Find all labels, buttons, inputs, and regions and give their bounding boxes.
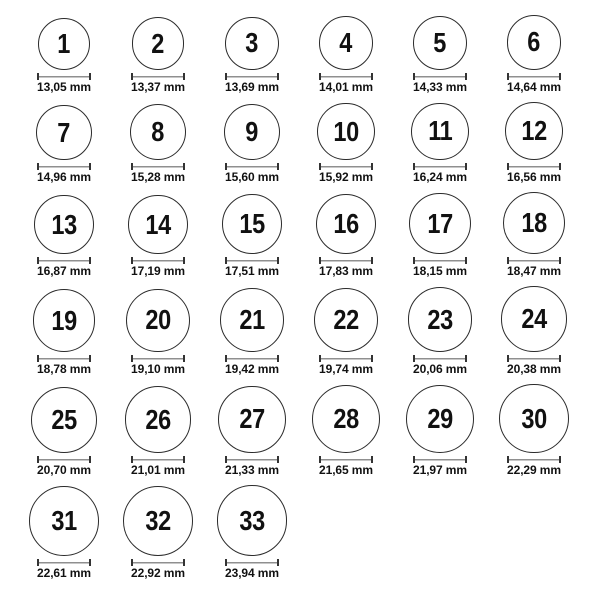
- diameter-label: 17,19 mm: [131, 264, 185, 279]
- ring-size-number: 13: [51, 208, 77, 240]
- diameter-label: 21,65 mm: [319, 463, 373, 478]
- ring-circle: [29, 486, 99, 556]
- ring-circle: [413, 16, 467, 70]
- diameter-dimension-line: [413, 257, 467, 264]
- ring-circle: [130, 104, 186, 160]
- diameter-dimension-line: [507, 257, 561, 264]
- ring-size-row: [17, 102, 583, 184]
- ring-circle: [125, 386, 192, 453]
- ring-circle: [34, 195, 93, 254]
- diameter-dimension-line: [507, 456, 561, 463]
- diameter-dimension-line: [37, 73, 91, 80]
- ring-size-item: [205, 485, 299, 580]
- diameter-dimension-line: [131, 355, 185, 362]
- ring-size-item: [17, 102, 111, 184]
- ring-size-item: [205, 286, 299, 376]
- ring-size-item: [299, 102, 393, 184]
- diameter-label: 14,96 mm: [37, 170, 91, 185]
- diameter-dimension-line: [131, 73, 185, 80]
- diameter-label: 16,24 mm: [413, 170, 467, 185]
- ring-size-item: [205, 15, 299, 94]
- ring-size-number: 3: [245, 27, 259, 59]
- ring-size-item: [299, 286, 393, 376]
- diameter-label: 17,51 mm: [225, 264, 279, 279]
- ring-size-number: 22: [333, 303, 359, 335]
- ring-size-item: [111, 286, 205, 376]
- diameter-dimension-line: [225, 355, 279, 362]
- diameter-dimension-line: [131, 163, 185, 170]
- ring-size-number: 10: [333, 115, 359, 147]
- ring-size-row: [17, 286, 583, 376]
- ring-size-item: [487, 15, 581, 94]
- diameter-dimension-line: [413, 73, 467, 80]
- ring-size-row: [17, 485, 583, 580]
- diameter-dimension-line: [37, 559, 91, 566]
- diameter-dimension-line: [37, 163, 91, 170]
- ring-size-number: 19: [51, 304, 77, 336]
- diameter-label: 16,87 mm: [37, 264, 91, 279]
- diameter-label: 15,28 mm: [131, 170, 185, 185]
- diameter-dimension-line: [413, 163, 467, 170]
- ring-size-item: [393, 286, 487, 376]
- ring-size-item: [205, 384, 299, 477]
- ring-size-row: [17, 192, 583, 278]
- diameter-label: 13,69 mm: [225, 79, 279, 94]
- diameter-dimension-line: [507, 73, 561, 80]
- diameter-dimension-line: [225, 73, 279, 80]
- ring-size-number: 26: [145, 403, 171, 435]
- diameter-label: 21,01 mm: [131, 463, 185, 478]
- ring-size-chart: [17, 0, 583, 580]
- ring-size-number: 2: [151, 27, 165, 59]
- diameter-dimension-line: [131, 257, 185, 264]
- ring-size-number: 16: [333, 208, 359, 240]
- ring-size-item: [487, 192, 581, 278]
- ring-circle: [132, 17, 185, 70]
- diameter-dimension-line: [413, 456, 467, 463]
- ring-size-item: [111, 485, 205, 580]
- ring-size-item: [393, 15, 487, 94]
- diameter-label: 18,15 mm: [413, 264, 467, 279]
- diameter-label: 19,42 mm: [225, 362, 279, 376]
- ring-circle: [317, 103, 374, 160]
- ring-size-number: 20: [145, 304, 171, 336]
- ring-size-number: 1: [57, 27, 71, 59]
- ring-circle: [31, 387, 97, 453]
- diameter-dimension-line: [37, 355, 91, 362]
- ring-size-number: 30: [521, 402, 547, 434]
- ring-size-number: 14: [145, 208, 171, 240]
- ring-size-number: 21: [239, 304, 265, 336]
- diameter-label: 15,92 mm: [319, 170, 373, 185]
- ring-circle: [408, 287, 473, 352]
- ring-size-number: 5: [433, 26, 447, 58]
- ring-size-number: 33: [239, 504, 265, 536]
- ring-size-row: [17, 384, 583, 477]
- ring-size-item: [205, 192, 299, 278]
- ring-size-item: [205, 102, 299, 184]
- ring-size-item: [17, 15, 111, 94]
- diameter-dimension-line: [225, 257, 279, 264]
- ring-size-row: [17, 15, 583, 94]
- ring-size-item: [17, 485, 111, 580]
- ring-circle: [224, 104, 281, 161]
- ring-size-item: [487, 384, 581, 477]
- diameter-dimension-line: [37, 456, 91, 463]
- diameter-dimension-line: [507, 355, 561, 362]
- ring-size-number: 12: [521, 115, 547, 147]
- ring-size-number: 18: [521, 207, 547, 239]
- ring-size-item: [111, 15, 205, 94]
- diameter-label: 13,37 mm: [131, 79, 185, 94]
- ring-size-item: [487, 102, 581, 184]
- ring-size-item: [111, 384, 205, 477]
- diameter-dimension-line: [225, 559, 279, 566]
- ring-size-number: 6: [527, 26, 541, 58]
- ring-circle: [499, 384, 568, 453]
- ring-size-number: 15: [239, 208, 265, 240]
- diameter-dimension-line: [131, 456, 185, 463]
- diameter-label: 18,47 mm: [507, 264, 561, 279]
- diameter-label: 17,83 mm: [319, 264, 373, 279]
- ring-circle: [319, 16, 373, 70]
- ring-size-item: [393, 192, 487, 278]
- ring-circle: [38, 18, 90, 70]
- ring-size-number: 25: [51, 404, 77, 436]
- diameter-label: 14,64 mm: [507, 79, 561, 94]
- ring-circle: [36, 105, 92, 161]
- ring-circle: [33, 289, 96, 352]
- diameter-dimension-line: [413, 355, 467, 362]
- diameter-dimension-line: [319, 257, 373, 264]
- diameter-label: 22,61 mm: [37, 565, 91, 580]
- ring-size-item: [299, 15, 393, 94]
- diameter-dimension-line: [319, 73, 373, 80]
- diameter-label: 13,05 mm: [37, 79, 91, 94]
- ring-size-number: 27: [239, 403, 265, 435]
- diameter-label: 21,33 mm: [225, 463, 279, 478]
- ring-size-number: 28: [333, 403, 359, 435]
- diameter-label: 14,33 mm: [413, 79, 467, 94]
- ring-circle: [503, 192, 565, 254]
- ring-circle: [411, 103, 469, 161]
- ring-size-number: 17: [427, 207, 453, 239]
- diameter-dimension-line: [225, 163, 279, 170]
- ring-circle: [312, 385, 380, 453]
- ring-size-item: [299, 192, 393, 278]
- ring-size-item: [393, 102, 487, 184]
- ring-size-item: [111, 102, 205, 184]
- ring-size-item: [111, 192, 205, 278]
- ring-circle: [217, 485, 288, 556]
- ring-circle: [218, 386, 285, 453]
- ring-circle: [501, 286, 567, 352]
- ring-circle: [126, 289, 189, 352]
- diameter-label: 19,74 mm: [319, 362, 373, 376]
- diameter-label: 21,97 mm: [413, 463, 467, 478]
- diameter-label: 15,60 mm: [225, 170, 279, 185]
- ring-circle: [507, 15, 562, 70]
- diameter-label: 20,06 mm: [413, 362, 467, 376]
- ring-size-number: 8: [151, 116, 165, 148]
- ring-size-number: 7: [57, 116, 71, 148]
- diameter-label: 16,56 mm: [507, 170, 561, 185]
- diameter-dimension-line: [319, 355, 373, 362]
- ring-size-item: [487, 286, 581, 376]
- diameter-dimension-line: [507, 163, 561, 170]
- ring-size-item: [393, 384, 487, 477]
- ring-size-item: [17, 192, 111, 278]
- ring-size-number: 11: [427, 115, 453, 147]
- ring-circle: [123, 486, 193, 556]
- ring-size-number: 32: [145, 504, 171, 536]
- ring-size-number: 9: [245, 116, 259, 148]
- ring-size-item: [17, 384, 111, 477]
- ring-circle: [316, 194, 377, 255]
- ring-circle: [406, 385, 475, 454]
- diameter-label: 20,70 mm: [37, 463, 91, 478]
- ring-circle: [225, 17, 278, 70]
- diameter-dimension-line: [319, 163, 373, 170]
- diameter-label: 22,92 mm: [131, 565, 185, 580]
- ring-size-number: 29: [427, 402, 453, 434]
- ring-size-item: [299, 384, 393, 477]
- diameter-label: 22,29 mm: [507, 463, 561, 478]
- ring-circle: [220, 288, 284, 352]
- ring-circle: [409, 193, 470, 254]
- diameter-label: 23,94 mm: [225, 565, 279, 580]
- ring-size-number: 4: [339, 27, 353, 59]
- ring-circle: [314, 288, 378, 352]
- ring-size-item: [17, 286, 111, 376]
- ring-circle: [222, 194, 282, 254]
- ring-size-number: 31: [51, 505, 77, 537]
- diameter-label: 18,78 mm: [37, 362, 91, 376]
- diameter-dimension-line: [37, 257, 91, 264]
- diameter-label: 19,10 mm: [131, 362, 185, 376]
- diameter-dimension-line: [225, 456, 279, 463]
- diameter-dimension-line: [319, 456, 373, 463]
- ring-size-number: 24: [521, 303, 547, 335]
- ring-circle: [505, 102, 563, 160]
- ring-size-number: 23: [427, 303, 453, 335]
- ring-circle: [128, 195, 188, 255]
- diameter-dimension-line: [131, 559, 185, 566]
- diameter-label: 20,38 mm: [507, 362, 561, 376]
- diameter-label: 14,01 mm: [319, 79, 373, 94]
